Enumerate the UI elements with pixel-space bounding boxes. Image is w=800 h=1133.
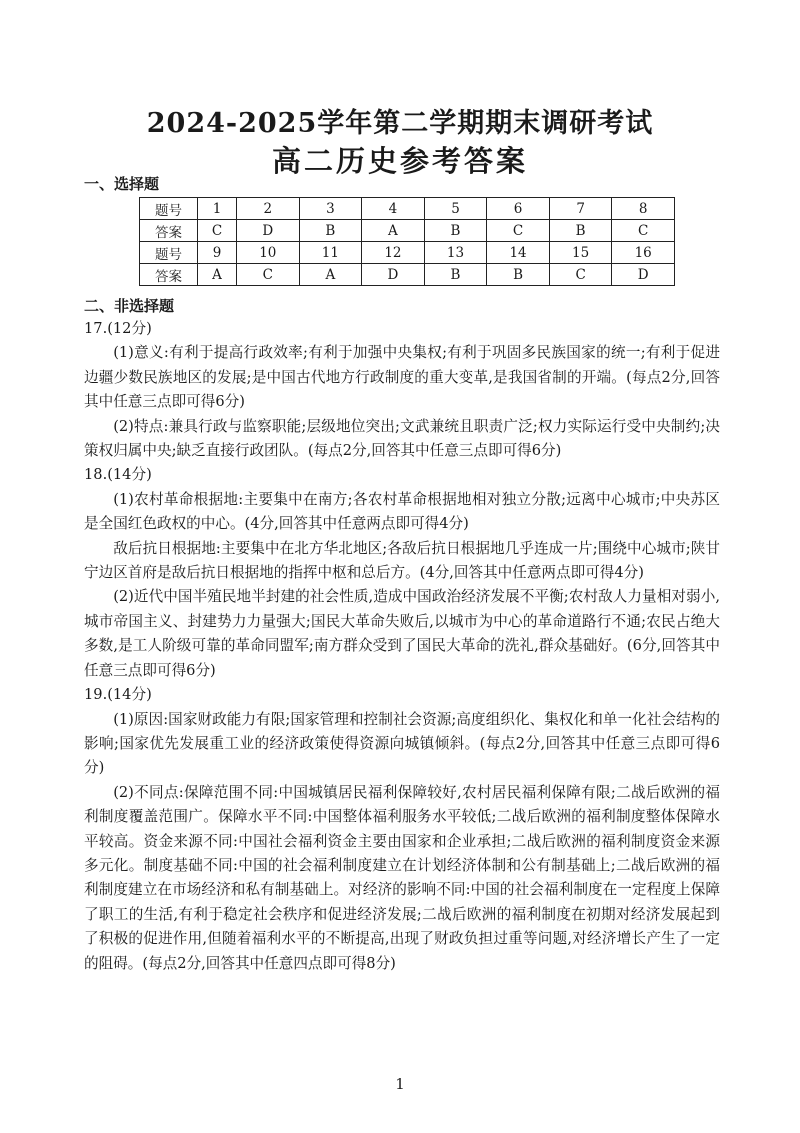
table-cell: 6: [487, 198, 550, 220]
question-19-part-1: (1)原因:国家财政能力有限;国家管理和控制社会资源;高度组织化、集权化和单一化社会结构的影响;国家优先发展重工业的经济政策使得资源向城镇倾斜。(每点2分,回答其中任意三点即可得6分): [84, 710, 720, 777]
table-cell: 14: [487, 242, 550, 264]
answer-table: [139, 197, 675, 286]
question-18-part-2: (2)近代中国半殖民地半封建的社会性质,造成中国政治经济发展不平衡;农村敌人力量相对弱小,城市帝国主义、封建势力力量强大;国民大革命失败后,以城市为中心的革命道路行不通;农民占绝大多数,是工人阶级可靠的革命同盟军;南方群众受到了国民大革命的洗礼,群众基础好。(6分,回答其中任意三点即可得6分): [84, 588, 720, 679]
table-row: [140, 242, 675, 264]
table-cell: C: [198, 220, 237, 242]
page-subtitle: 高二历史参考答案: [271, 144, 528, 178]
table-cell: A: [299, 264, 362, 286]
table-cell: 8: [612, 198, 675, 220]
table-cell: B: [424, 264, 487, 286]
question-19-part-2: (2)不同点:保障范围不同:中国城镇居民福利保障较好,农村居民福利保障有限;二战后欧洲的福利制度覆盖范围广。保障水平不同:中国整体福利服务水平较低;二战后欧洲的福利制度整体保障水平较高。资金来源不同:中国社会福利资金主要由国家和企业承担;二战后欧洲的福利制度资金来源多元化。制度基础不同:中国的社会福利制度建立在计划经济体制和公有制基础上;二战后欧洲的福利制度建立在市场经济和私有制基础上。对经济的影响不同:中国的社会福利制度在一定程度上保障了职工的生活,有利于稳定社会秩序和促进经济发展;二战后欧洲的福利制度在初期对经济发展起到了积极的促进作用,但随着福利水平的不断提高,出现了财政负担过重等问题,对经济增长产生了一定的阻碍。(每点2分,回答其中任意四点即可得8分): [84, 783, 720, 972]
table-row: [140, 198, 675, 220]
table-cell: 答案: [140, 264, 198, 286]
table-cell: D: [362, 264, 425, 286]
table-cell: C: [237, 264, 300, 286]
table-cell: 答案: [140, 220, 198, 242]
table-cell: 5: [424, 198, 487, 220]
table-cell: 16: [612, 242, 675, 264]
question-18-heading: 18.(14分): [84, 466, 152, 484]
table-cell: C: [487, 220, 550, 242]
question-18-part-1b: 敌后抗日根据地:主要集中在北方华北地区;各敌后抗日根据地几乎连成一片;围绕中心城市;陕甘宁边区首府是敌后抗日根据地的指挥中枢和总后方。(4分,回答其中任意两点即可得4分): [84, 539, 720, 582]
table-cell: B: [424, 220, 487, 242]
question-17-part-1: (1)意义:有利于提高行政效率;有利于加强中央集权;有利于巩固多民族国家的统一;有利于促进边疆少数民族地区的发展;是中国古代地方行政制度的重大变革,是我国省制的开端。(每点2分,回答其中任意三点即可得6分): [84, 344, 720, 411]
table-cell: C: [612, 220, 675, 242]
table-cell: D: [237, 220, 300, 242]
table-cell: 2: [237, 198, 300, 220]
question-17-part-2: (2)特点:兼具行政与监察职能;层级地位突出;文武兼统且职责广泛;权力实际运行受中央制约;决策权归属中央;缺乏直接行政团队。(每点2分,回答其中任意三点即可得6分): [84, 417, 720, 460]
table-cell: 7: [549, 198, 612, 220]
table-cell: A: [198, 264, 237, 286]
table-cell: 3: [299, 198, 362, 220]
table-cell: 15: [549, 242, 612, 264]
table-cell: 1: [198, 198, 237, 220]
section-heading-nonchoice: 二、非选择题: [84, 297, 175, 315]
page-number: 1: [395, 1075, 405, 1093]
table-cell: 9: [198, 242, 237, 264]
section-heading-choice: 一、选择题: [84, 175, 160, 193]
question-18-part-1: (1)农村革命根据地:主要集中在南方;各农村革命根据地相对独立分散;远离中心城市;中央苏区是全国红色政权的中心。(4分,回答其中任意两点即可得4分): [84, 490, 720, 533]
table-cell: 10: [237, 242, 300, 264]
question-17-heading: 17.(12分): [84, 320, 152, 337]
table-cell: 11: [299, 242, 362, 264]
table-cell: B: [487, 264, 550, 286]
table-cell: B: [299, 220, 362, 242]
table-cell: C: [549, 264, 612, 286]
table-cell: 12: [362, 242, 425, 264]
table-cell: 题号: [140, 198, 198, 220]
table-row: [140, 220, 675, 242]
question-19-heading: 19.(14分): [84, 686, 152, 704]
page-title: 2024-2025学年第二学期期末调研考试: [146, 108, 654, 139]
table-cell: 4: [362, 198, 425, 220]
table-cell: A: [362, 220, 425, 242]
table-cell: B: [549, 220, 612, 242]
table-cell: D: [612, 264, 675, 286]
table-cell: 13: [424, 242, 487, 264]
table-cell: 题号: [140, 242, 198, 264]
table-row: [140, 264, 675, 286]
answer-content: [84, 317, 720, 976]
